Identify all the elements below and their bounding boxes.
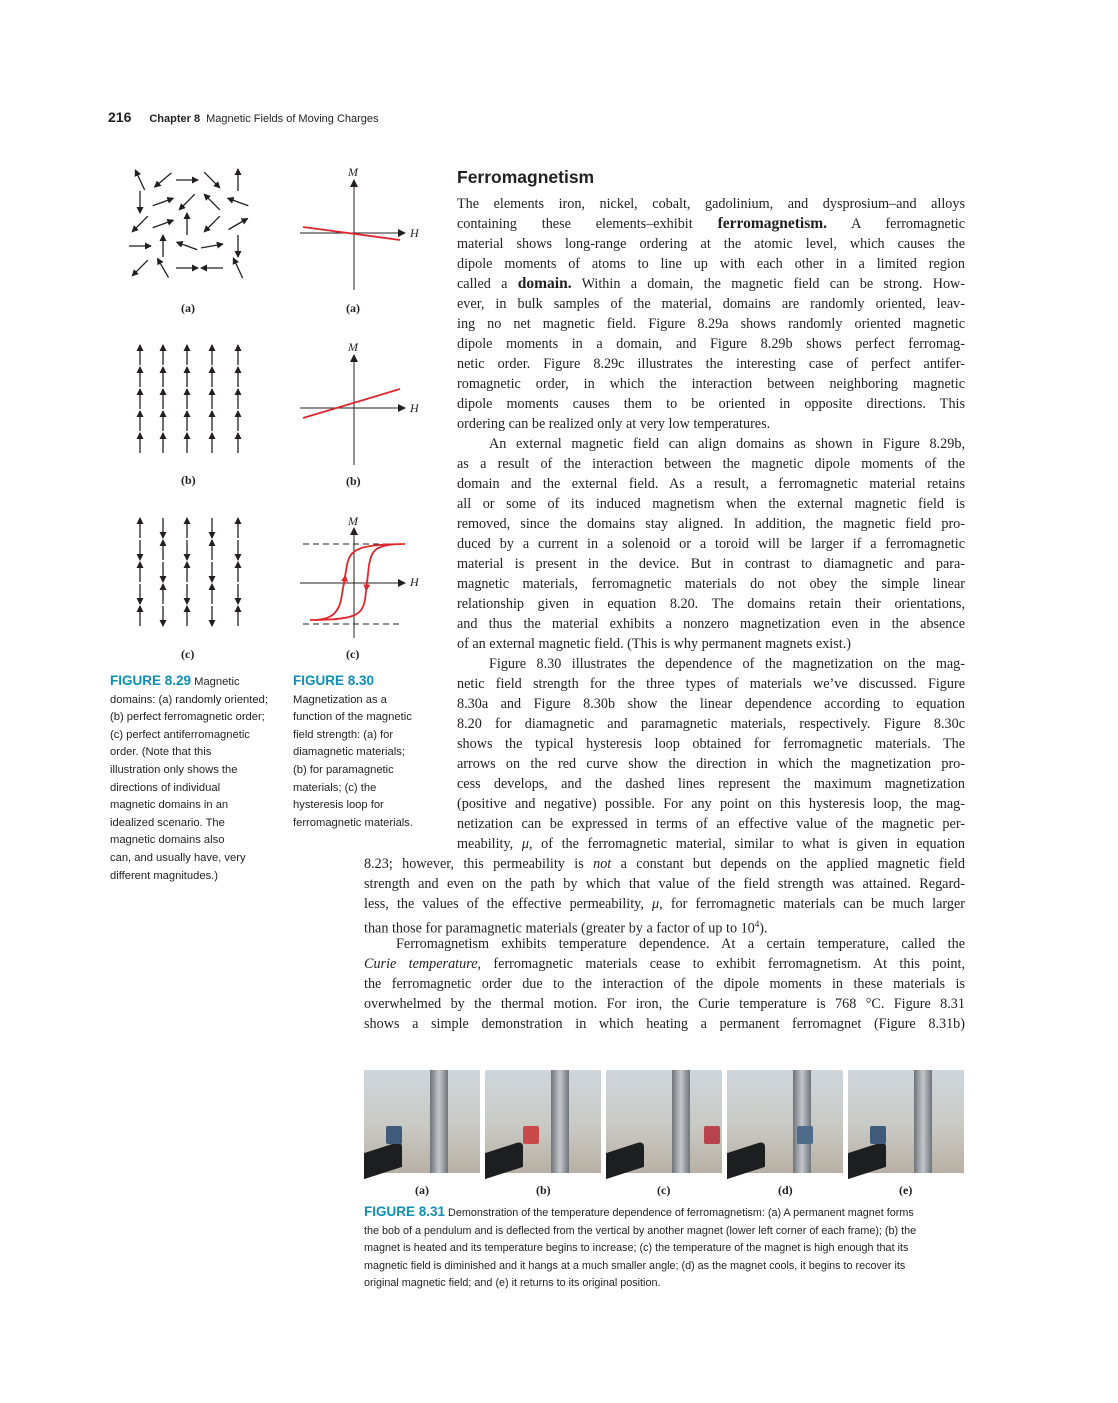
paragraph-3: Figure 8.30 illustrates the dependence of the magnetization on the mag- netic field strength for the three types of materials we’ve discussed. Figure 8.30a and Figure 8.30b show the linear dependence according to equation 8.20 for diamagnetic and paramagnetic materials, respectively. Figure 8.30c shows the typical hysteresis loop obtained for ferromagnetic materials. The arrows on the red curve show the direction in which the magnetization pro- cess develops, and the dashed lines represent the maximum magnetization (positive and negative) possible. For any point on this hysteresis loop, the mag- netization can be expressed in terms of an effective value of the magnetic per- meability, μ, of the ferromagnetic material, similar to what is given in equation <box>457 656 965 852</box>
fig831-label-d: (d) <box>778 1183 793 1197</box>
domain-arrow <box>204 172 220 188</box>
magnet-base <box>364 1141 402 1179</box>
figure-8-30-caption: FIGURE 8.30 Magnetization as a function of the magnetic field strength: (a) for diamagnetic materials; (b) for paramagnetic materials; (c) the hysteresis loop for ferromagnetic materials. <box>293 673 413 829</box>
domain-arrow <box>158 258 169 277</box>
fig829-label-a: (a) <box>181 301 195 315</box>
domain-arrow <box>228 198 249 206</box>
paramagnetic-plot <box>300 355 405 465</box>
magnet-base <box>485 1141 523 1179</box>
domain-arrow <box>132 260 148 276</box>
photo-frame <box>485 1070 601 1173</box>
domain-arrow <box>132 216 148 232</box>
term-domain: domain. <box>517 275 572 292</box>
fig830-h-label-a: H <box>410 226 419 240</box>
pendulum-bob <box>523 1126 539 1144</box>
hysteresis-plot <box>300 528 405 638</box>
ferromagnetic-domain-arrows <box>140 345 238 453</box>
domain-arrow <box>177 242 198 250</box>
fig831-label-e: (e) <box>899 1183 913 1197</box>
fig830-h-label-b: H <box>410 401 419 415</box>
fig829-number: FIGURE 8.29 <box>110 673 192 688</box>
fig830-label-c: (c) <box>346 647 360 661</box>
fig830-m-label-a: M <box>348 165 358 179</box>
paragraph-2: An external magnetic field can align domains as shown in Figure 8.29b, as a result of the interaction between the magnetic dipole moments of the domain and the external field. As a result, a ferromagnetic material retains all or some of its induced magnetism when the external magnetic field is removed, since the domains stay aligned. In addition, the magnetic field pro- duced by a current in a solenoid or a toroid will be larger if a ferromagnetic material is present in the device. But in contrast to diamagnetic and para- magnetic materials, ferromagnetic materials do not obey the simple linear relationship given in equation 8.20. The domains retain their orientations, and thus the material exhibits a nonzero magnetization even in the absence of an external magnetic field. (This is why permanent magnets exist.) <box>457 436 965 652</box>
fig829-label-c: (c) <box>181 647 195 661</box>
paragraph-4: Ferromagnetism exhibits temperature dependence. At a certain temperature, called the Curie temperature, ferromagnetic materials cease to exhibit ferromagnetism. At this point, the ferromagnetic order due to the interaction of the dipole moments in these materials is overwhelmed by the thermal motion. For iron, the Curie temperature is 768 °C. Figure 8.31 shows a simple demonstration in which heating a permanent ferromagnet (Figure 8.31b) <box>364 936 966 1032</box>
fig830-label-a: (a) <box>346 301 360 315</box>
pendulum-bob <box>797 1126 813 1144</box>
paragraph-1: The elements iron, nickel, cobalt, gadolinium, and dysprosium–and alloys containing these elements–exhibit ferromagnetism. A ferromagnetic material shows long-range ordering at the atomic level, which causes the dipole moments of atoms to line up with each other in a limited region called a domain. Within a domain, the magnetic field can be strong. How- ever, in bulk samples of the material, domains are randomly oriented, leav- ing no net magnetic field. Figure 8.29a shows randomly oriented magnetic dipole moments in a domain, and Figure 8.29b shows perfect ferromag- netic order. Figure 8.29c illustrates the interesting case of perfect antifer- romagnetic order, in which the interaction between neighboring magnetic dipole moments causes them to be oriented in opposite directions. This ordering can be realized only at very low temperatures. <box>457 196 966 432</box>
fig831-label-b: (b) <box>536 1183 551 1197</box>
support-pole <box>914 1070 932 1173</box>
page-number: 216 <box>108 109 132 125</box>
pendulum-bob <box>704 1126 720 1144</box>
domain-arrow <box>228 219 247 230</box>
photo-frame <box>727 1070 843 1173</box>
running-header <box>108 109 379 125</box>
domain-arrow <box>155 173 172 187</box>
figure-8-29-caption: FIGURE 8.29 Magnetic domains: (a) randomly oriented; (b) perfect ferromagnetic order; (c) perfect antiferromagnetic order. (Note that this illustration only shows the directions of individual magnetic domains in an idealized scenario. The magnetic domains also can, and usually have, very different magnitudes.) <box>110 673 268 882</box>
fig831-label-c: (c) <box>657 1183 671 1197</box>
photo-frame <box>606 1070 722 1173</box>
domain-arrow <box>135 170 144 190</box>
magnet-base <box>606 1141 644 1179</box>
diamagnetic-plot <box>300 180 405 290</box>
support-pole <box>793 1070 811 1173</box>
fig830-m-label-c: M <box>348 514 358 528</box>
hysteresis-loop <box>310 544 405 620</box>
term-ferromagnetism: ferromagnetism. <box>717 215 828 232</box>
fig830-label-b: (b) <box>346 474 361 488</box>
support-pole <box>672 1070 690 1173</box>
domain-arrow <box>153 220 174 228</box>
chapter-title: Magnetic Fields of Moving Charges <box>206 113 379 125</box>
random-domain-arrows <box>129 169 248 278</box>
fig830-h-label-c: H <box>410 575 419 589</box>
section-title: Ferromagnetism <box>457 167 595 187</box>
paramagnetic-line <box>303 389 400 418</box>
domain-arrow <box>153 198 174 206</box>
pendulum-bob <box>386 1126 402 1144</box>
fig831-label-a: (a) <box>415 1183 429 1197</box>
fig831-number: FIGURE 8.31 <box>364 1204 446 1219</box>
photo-frame <box>364 1070 480 1173</box>
photo-frame <box>848 1070 964 1173</box>
paragraph-3-wide: 8.23; however, this permeability is not a constant but depends on the applied magnetic field strength and even on the path by which that value of the field strength was attained. Regard- less, the values of the effective permeability, μ, for ferromagnetic materials can be much larger than those for paramagnetic materials (greater by a factor of up to $10^4$). <box>364 856 966 937</box>
support-pole <box>430 1070 448 1173</box>
fig829-label-b: (b) <box>181 473 196 487</box>
figure-8-29-diagram <box>110 160 270 670</box>
pendulum-bob <box>870 1126 886 1144</box>
magnet-base <box>727 1141 765 1179</box>
fig830-m-label-b: M <box>348 340 358 354</box>
figure-8-31-caption: FIGURE 8.31 Demonstration of the temperature dependence of ferromagnetism: (a) A permanent magnet forms the bob of a pendulum and is deflected from the vertical by another magnet (lower left corner of each frame); (b) the magnet is heated and its temperature begins to increase; (c) the temperature of the magnet is high enough that its magnetic field is diminished and it hangs at a much smaller angle; (d) as the magnet cools, it begins to recover its original magnetic field; and (e) it returns to its original position. <box>364 1204 917 1290</box>
domain-arrow <box>204 216 220 232</box>
domain-arrow <box>179 194 195 210</box>
fig830-number: FIGURE 8.30 <box>293 673 375 688</box>
domain-arrow <box>233 258 242 278</box>
support-pole <box>551 1070 569 1173</box>
domain-arrow <box>201 244 223 248</box>
antiferromagnetic-domain-arrows <box>140 518 238 626</box>
magnet-base <box>848 1141 886 1179</box>
chapter-label: Chapter 8 <box>149 113 201 125</box>
domain-arrow <box>204 194 220 210</box>
